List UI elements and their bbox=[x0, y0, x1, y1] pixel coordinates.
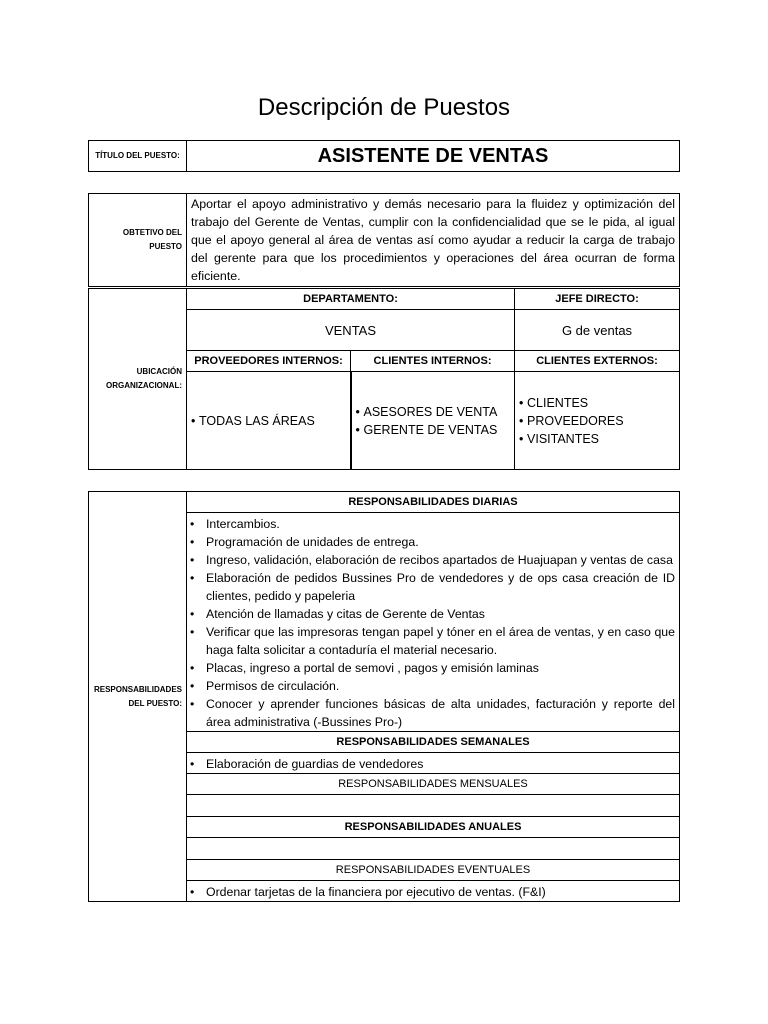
daily-header: RESPONSABILIDADES DIARIAS bbox=[187, 492, 680, 513]
department-header: DEPARTAMENTO: bbox=[187, 289, 515, 310]
monthly-header: RESPONSABILIDADES MENSUALES bbox=[187, 774, 680, 795]
external-clients-header: CLIENTES EXTERNOS: bbox=[515, 351, 680, 372]
internal-clients-cell bbox=[351, 372, 515, 470]
eventual-header: RESPONSABILIDADES EVENTUALES bbox=[187, 860, 680, 881]
bullet-icon: • bbox=[519, 431, 524, 446]
list-item: • Permisos de circulación. bbox=[190, 679, 340, 693]
list-item: • GERENTE DE VENTAS bbox=[355, 422, 498, 437]
internal-suppliers-header: PROVEEDORES INTERNOS: bbox=[187, 351, 351, 372]
boss-header: JEFE DIRECTO: bbox=[515, 289, 680, 310]
list-item: • Atención de llamadas y citas de Gerente de Ventas bbox=[190, 607, 485, 621]
bullet-icon: • bbox=[355, 422, 360, 437]
annual-header: RESPONSABILIDADES ANUALES bbox=[187, 817, 680, 838]
internal-clients-header: CLIENTES INTERNOS: bbox=[351, 351, 515, 372]
list-item: • VISITANTES bbox=[519, 431, 600, 446]
internal-clients-list bbox=[356, 403, 515, 439]
list-item: • Verificar que las impresoras tengan papel y tóner en el área de ventas, y en caso que haga falta solicitar a contaduría el material necesario. bbox=[190, 625, 675, 657]
bullet-icon: • bbox=[190, 553, 195, 567]
daily-cell bbox=[187, 513, 680, 732]
organization-label: UBICACIÓN ORGANIZACIONAL: bbox=[89, 289, 187, 470]
list-item: • Ingreso, validación, elaboración de recibos apartados de Huajuapan y ventas de casa bbox=[190, 553, 673, 567]
external-clients-cell bbox=[515, 372, 680, 470]
weekly-cell bbox=[187, 753, 680, 774]
document-title: Descripción de Puestos bbox=[257, 94, 511, 121]
bullet-icon: • bbox=[190, 517, 195, 531]
list-item: • PROVEEDORES bbox=[519, 413, 624, 428]
internal-suppliers-list bbox=[191, 412, 350, 430]
list-item: • Elaboración de guardias de vendedores bbox=[190, 757, 424, 771]
list-item: • Ordenar tarjetas de la financiera por ejecutivo de ventas. (F&I) bbox=[190, 885, 546, 899]
list-item: • Placas, ingreso a portal de semovi , pagos y emisión laminas bbox=[190, 661, 539, 675]
bullet-icon: • bbox=[190, 661, 195, 675]
list-item: • CLIENTES bbox=[519, 395, 589, 410]
internal-suppliers-cell bbox=[187, 372, 351, 470]
boss-value: G de ventas bbox=[515, 310, 680, 351]
list-item: • Intercambios. bbox=[190, 517, 280, 531]
job-title-label: TÍTULO DEL PUESTO: bbox=[89, 141, 187, 172]
bullet-icon: • bbox=[190, 571, 195, 585]
job-title-table bbox=[88, 140, 680, 172]
bullet-icon: • bbox=[190, 757, 195, 771]
eventual-cell bbox=[187, 881, 680, 902]
objective-text: Aportar el apoyo administrativo y demás necesario para la fluidez y optimización del trabajo del Gerente de Ventas, cumplir con la confidencialidad que se le pida, al igual que el apoyo general al área de ventas así como ayudar a reducir la carga de trabajo del gerente para que los procedimientos y operaciones del área ocurran de forma eficiente. bbox=[187, 194, 680, 287]
bullet-icon: • bbox=[190, 607, 195, 621]
bullet-icon: • bbox=[519, 413, 524, 428]
objective-table bbox=[88, 193, 680, 287]
eventual-list bbox=[190, 883, 675, 901]
objective-label: OBTETIVO DEL PUESTO bbox=[89, 194, 187, 287]
bullet-icon: • bbox=[191, 413, 196, 428]
daily-list bbox=[190, 515, 675, 731]
annual-blank-row bbox=[187, 838, 680, 860]
list-item: • Programación de unidades de entrega. bbox=[190, 535, 419, 549]
weekly-list bbox=[190, 755, 675, 773]
responsibilities-label: RESPONSABILIDADES DEL PUESTO: bbox=[89, 492, 187, 902]
bullet-icon: • bbox=[190, 885, 195, 899]
list-item: • Elaboración de pedidos Bussines Pro de vendedores y de ops casa creación de ID clientes, pedido y papeleria bbox=[190, 571, 675, 603]
list-item: • ASESORES DE VENTA bbox=[355, 404, 498, 419]
bullet-icon: • bbox=[190, 697, 195, 711]
job-title: ASISTENTE DE VENTAS bbox=[187, 141, 680, 172]
responsibilities-table bbox=[88, 491, 680, 902]
organization-table bbox=[88, 288, 680, 470]
monthly-blank-row bbox=[187, 795, 680, 817]
bullet-icon: • bbox=[190, 535, 195, 549]
list-item: • TODAS LAS ÁREAS bbox=[191, 413, 315, 428]
bullet-icon: • bbox=[190, 625, 195, 639]
bullet-icon: • bbox=[190, 679, 195, 693]
weekly-header: RESPONSABILIDADES SEMANALES bbox=[187, 732, 680, 753]
external-clients-list bbox=[519, 394, 679, 448]
list-item: • Conocer y aprender funciones básicas de alta unidades, facturación y reporte del área administrativa (-Bussines Pro-) bbox=[190, 697, 675, 729]
bullet-icon: • bbox=[519, 395, 524, 410]
department-value: VENTAS bbox=[187, 310, 515, 351]
bullet-icon: • bbox=[355, 404, 360, 419]
